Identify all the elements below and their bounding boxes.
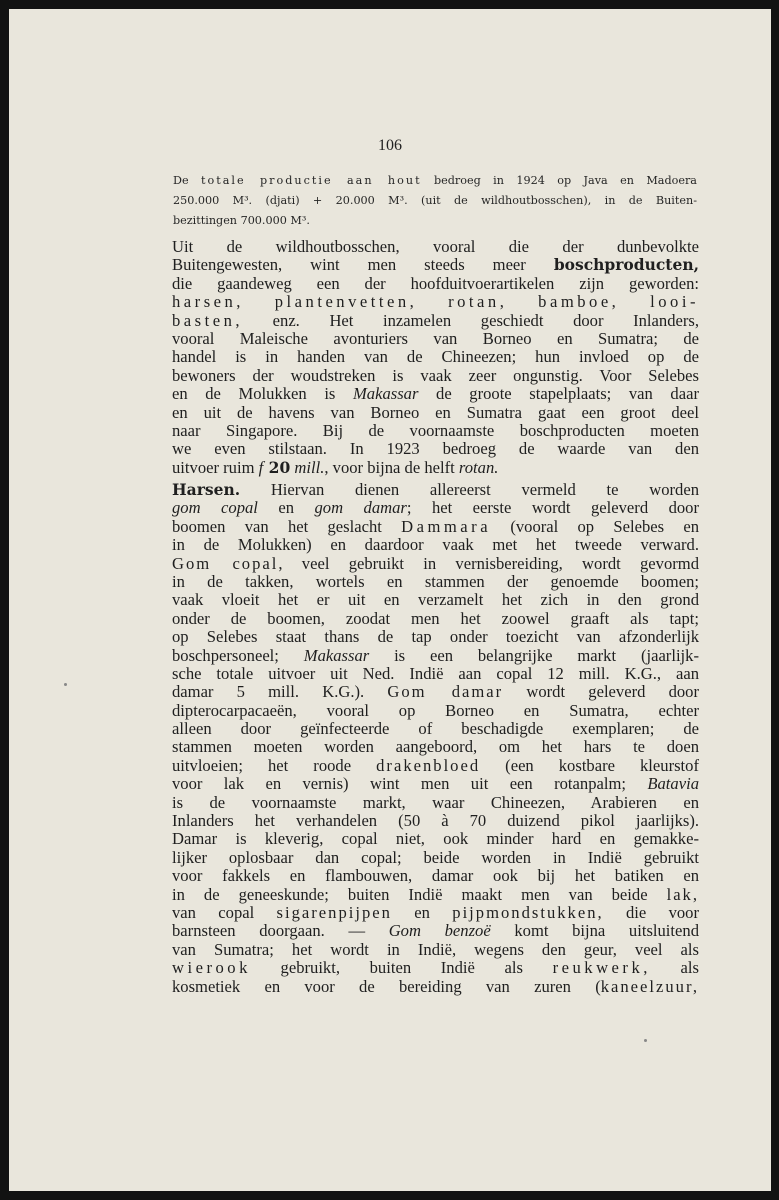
paper-speck — [64, 683, 67, 686]
text-line: op Selebes staat thans de tap onder toezicht van afzonderlijk — [172, 627, 699, 647]
text-line-spaced: harsen, plantenvetten, rotan, bamboe, looi- — [172, 292, 699, 312]
text-line: Damar is kleverig, copal niet, ook minder hard en gemakke- — [172, 829, 699, 849]
text-line: uitvloeien; het roode drakenbloed (een kostbare kleurstof — [172, 755, 699, 775]
paragraph-wildhout — [172, 238, 699, 477]
paragraph-harsen — [172, 481, 699, 996]
text-line: Harsen. Hiervan dienen allereerst vermeld te worden — [172, 480, 699, 499]
text-line: lijker oplosbaar dan copal; beide worden in Indië gebruikt — [172, 847, 699, 867]
text-line: Gom copal, veel gebruikt in vernisbereiding, wordt gevormd — [172, 553, 699, 573]
page-number: 106 — [378, 137, 402, 154]
text-line: barnsteen doorgaan. — Gom benzoë komt bijna uitsluitend — [172, 921, 699, 941]
text-line: Uit de wildhoutbosschen, vooral die der dunbevolkte — [172, 237, 699, 256]
footnote-line: 250.000 M³. (djati) + 20.000 M³. (uit de wildhoutbosschen), in de Buiten- — [173, 194, 697, 207]
text-line: voor lak en vernis) wint men uit een rotanpalm; Batavia — [172, 774, 699, 794]
text-line: kosmetiek en voor de bereiding van zuren (kaneelzuur, — [172, 976, 699, 996]
text-line: vaak vloeit het er uit en verzamelt het zich in den grond — [172, 590, 699, 610]
text-line: en de Molukken is Makassar de groote stapelplaats; van daar — [172, 384, 699, 404]
text-line: is de voornaamste markt, waar Chineezen, Arabieren en — [172, 792, 699, 812]
text-line: wierook gebruikt, buiten Indië als reukwerk, als — [172, 958, 699, 978]
text-line: boomen van het geslacht Dammara (vooral op Selebes en — [172, 516, 699, 536]
text-line: uitvoer ruim f 20 mill., voor bijna de helft rotan. — [172, 457, 499, 477]
paper-speck — [644, 1039, 647, 1042]
text-line: die gaandeweg een der hoofduitvoerartikelen zijn geworden: — [172, 273, 699, 293]
text-line: voor fakkels en flambouwen, damar ook bij het batiken en — [172, 866, 699, 886]
text-line: basten, enz. Het inzamelen geschiedt door Inlanders, — [172, 310, 699, 330]
text-line: sche totale uitvoer uit Ned. Indië aan copal 12 mill. K.G., aan — [172, 663, 699, 683]
text-line: van Sumatra; het wordt in Indië, wegens den geur, veel als — [172, 939, 699, 959]
text-line: stammen moeten worden aangeboord, om het hars te doen — [172, 737, 699, 757]
text-line: damar 5 mill. K.G.). Gom damar wordt geleverd door — [172, 682, 700, 702]
text-line: gom copal en gom damar; het eerste wordt geleverd door — [172, 498, 699, 518]
text-line: bewoners der woudstreken is vaak zeer ongunstig. Voor Selebes — [172, 365, 699, 385]
text-line: we even stilstaan. In 1923 bedroeg de waarde van den — [172, 439, 699, 459]
text-line: dipterocarpacaeën, vooral op Borneo en Sumatra, echter — [172, 700, 699, 720]
text-line: alleen door geïnfecteerde of beschadigde exemplaren; de — [172, 719, 699, 739]
text-line: vooral Maleische avonturiers van Borneo en Sumatra; de — [172, 328, 699, 348]
text-line: in de takken, wortels en stammen der genoemde boomen; — [172, 571, 699, 591]
book-page — [9, 9, 771, 1191]
text-line: boschpersoneel; Makassar is een belangrijke markt (jaarlijk- — [172, 645, 699, 665]
section-heading: Harsen. — [172, 480, 241, 499]
footnote-line: De totale productie aan hout bedroeg in 1924 op Java en Madoera — [173, 174, 697, 187]
text-line: Inlanders het verhandelen (50 à 70 duizend pikol jaarlijks). — [172, 811, 699, 831]
footnote-line: bezittingen 700.000 M³. — [173, 214, 310, 227]
italic-term: Makassar — [352, 384, 419, 404]
text-line: van copal sigarenpijpen en pijpmondstukken, die voor — [172, 902, 699, 922]
text-line: Buitengewesten, wint men steeds meer boschproducten, — [172, 255, 699, 275]
footnote — [173, 171, 697, 231]
text-line: handel is in handen van de Chineezen; hun invloed op de — [172, 347, 699, 367]
bold-term: boschproducten, — [553, 255, 699, 275]
text-line: naar Singapore. Bij de voornaamste boschproducten moeten — [172, 420, 699, 440]
text-line: in de geneeskunde; buiten Indië maakt men van beide lak, — [172, 884, 699, 904]
text-line: en uit de havens van Borneo en Sumatra gaat een groot deel — [172, 402, 699, 422]
text-line: in de Molukken) en daardoor vaak met het tweede verward. — [172, 535, 699, 555]
text-line: onder de boomen, zoodat men het zoowel graaft als tapt; — [172, 608, 699, 628]
